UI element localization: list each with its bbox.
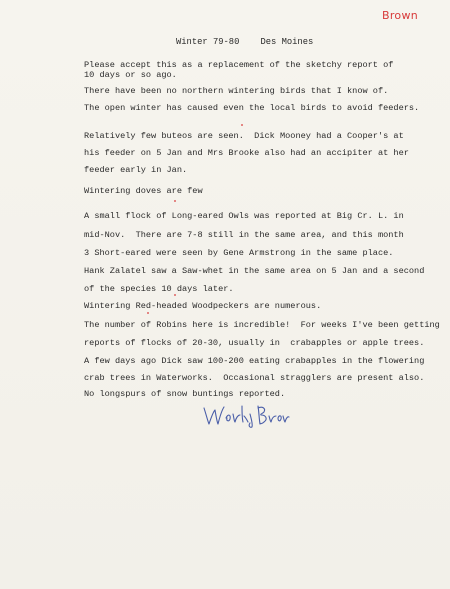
text-line: A few days ago Dick saw 100-200 eating crabapples in the flowering — [84, 356, 425, 366]
report-season: Winter 79-80 — [176, 37, 240, 47]
handwritten-annotation: Brown — [382, 9, 419, 22]
red-mark-icon — [174, 200, 176, 202]
text-line: There have been no northern wintering birds that I know of. — [84, 86, 389, 96]
red-mark-icon — [147, 312, 149, 314]
text-line: feeder early in Jan. — [84, 165, 188, 175]
signature-icon — [200, 400, 290, 430]
text-line: Relatively few buteos are seen. Dick Mooney had a Cooper's at — [84, 131, 404, 141]
report-heading — [176, 37, 313, 47]
report-location: Des Moines — [260, 37, 314, 47]
text-line: mid-Nov. There are 7-8 still in the same area, and this month — [84, 230, 404, 240]
text-line: The number of Robins here is incredible! For weeks I've been getting — [84, 320, 440, 330]
text-line: his feeder on 5 Jan and Mrs Brooke also had an accipiter at her — [84, 148, 409, 158]
text-line: reports of flocks of 20-30, usually in crabapples or apple trees. — [84, 338, 425, 348]
text-line: 10 days or so ago. — [84, 70, 177, 80]
text-line: crab trees in Waterworks. Occasional stragglers are present also. — [84, 373, 425, 383]
text-line: Wintering doves are few — [84, 186, 203, 196]
text-line: A small flock of Long-eared Owls was reported at Big Cr. L. in — [84, 211, 404, 221]
text-line: No longspurs of snow buntings reported. — [84, 389, 286, 399]
text-line: Please accept this as a replacement of the sketchy report of — [84, 60, 394, 70]
text-line: of the species 10 days later. — [84, 284, 234, 294]
text-line: Wintering Red-headed Woodpeckers are numerous. — [84, 301, 322, 311]
red-mark-icon — [241, 124, 243, 126]
red-mark-icon — [174, 294, 176, 296]
text-line: 3 Short-eared were seen by Gene Armstrong in the same place. — [84, 248, 394, 258]
text-line: Hank Zalatel saw a Saw-whet in the same area on 5 Jan and a second — [84, 266, 425, 276]
text-line: The open winter has caused even the local birds to avoid feeders. — [84, 103, 420, 113]
